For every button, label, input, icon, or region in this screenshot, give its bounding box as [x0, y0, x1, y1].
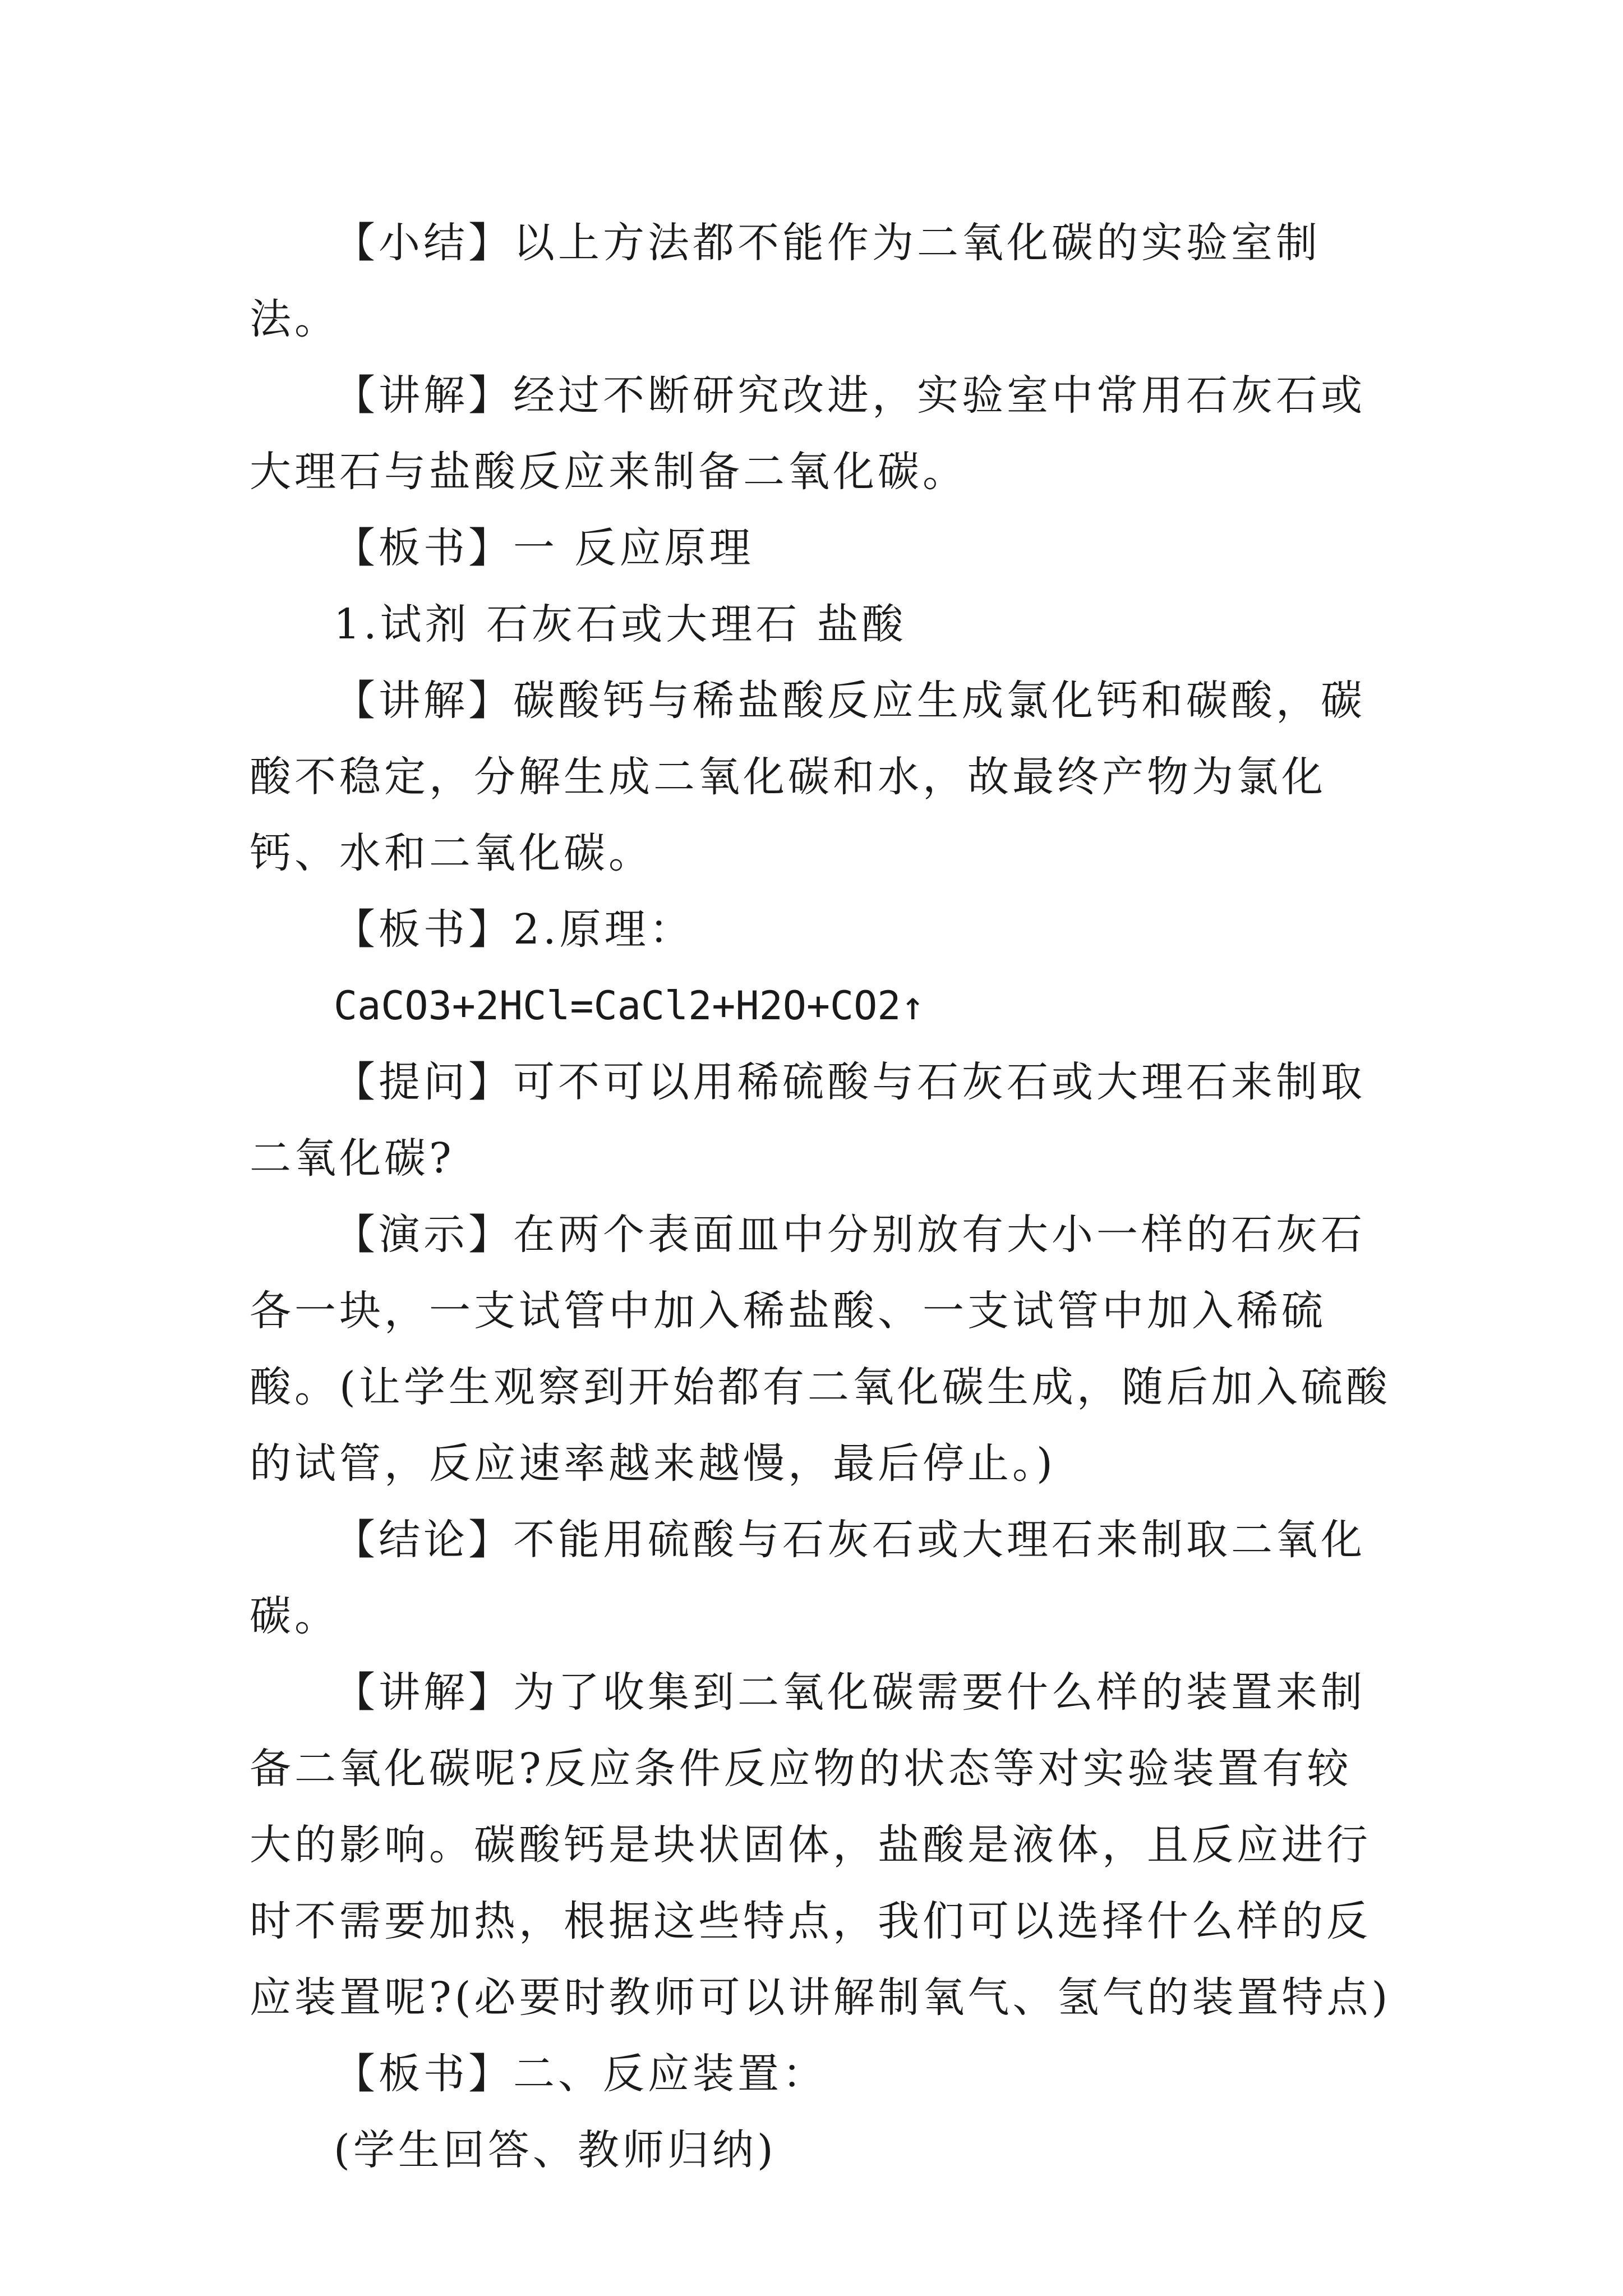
paragraph-explanation-1: 【讲解】经过不断研究改进，实验室中常用石灰石或大理石与盐酸反应来制备二氧化碳。	[250, 371, 1366, 496]
paragraph-question: 【提问】可不可以用稀硫酸与石灰石或大理石来制取二氧化碳?	[250, 1058, 1366, 1182]
paragraph-explanation-3: 【讲解】为了收集到二氧化碳需要什么样的装置来制备二氧化碳呢?反应条件反应物的状态等对实验装置有较大的影响。碳酸钙是块状固体，盐酸是液体，且反应进行时不需要加热，根据这些特点，我们可以选择什么样的反应装置呢?(必要时教师可以讲解制氧气、氢气的装置特点)	[250, 1668, 1391, 2022]
paragraph-conclusion: 【结论】不能用硫酸与石灰石或大理石来制取二氧化碳。	[250, 1516, 1366, 1640]
paragraph-summary: 【小结】以上方法都不能作为二氧化碳的实验室制法。	[250, 219, 1321, 343]
paragraph-reagents: 1.试剂 石灰石或大理石 盐酸	[334, 600, 907, 648]
paragraph-explanation-2: 【讲解】碳酸钙与稀盐酸反应生成氯化钙和碳酸，碳酸不稳定，分解生成二氧化碳和水，故最终产物为氯化钙、水和二氧化碳。	[250, 677, 1366, 877]
paragraph-board-3: 【板书】二、反应装置：	[334, 2050, 827, 2098]
paragraph-board-1: 【板书】一 反应原理	[334, 524, 754, 572]
paragraph-board-2: 【板书】2.原理：	[334, 905, 694, 954]
chemical-equation: CaCO3+2HCl=CaCl2+H2O+CO2↑	[334, 983, 925, 1029]
document-page	[250, 205, 1394, 2188]
paragraph-demonstration: 【演示】在两个表面皿中分别放有大小一样的石灰石各一块，一支试管中加入稀盐酸、一支试管中加入稀硫酸。(让学生观察到开始都有二氧化碳生成，随后加入硫酸的试管，反应速率越来越慢，最后停止。)	[250, 1211, 1391, 1488]
paragraph-student-answer: (学生回答、教师归纳)	[334, 2126, 777, 2174]
